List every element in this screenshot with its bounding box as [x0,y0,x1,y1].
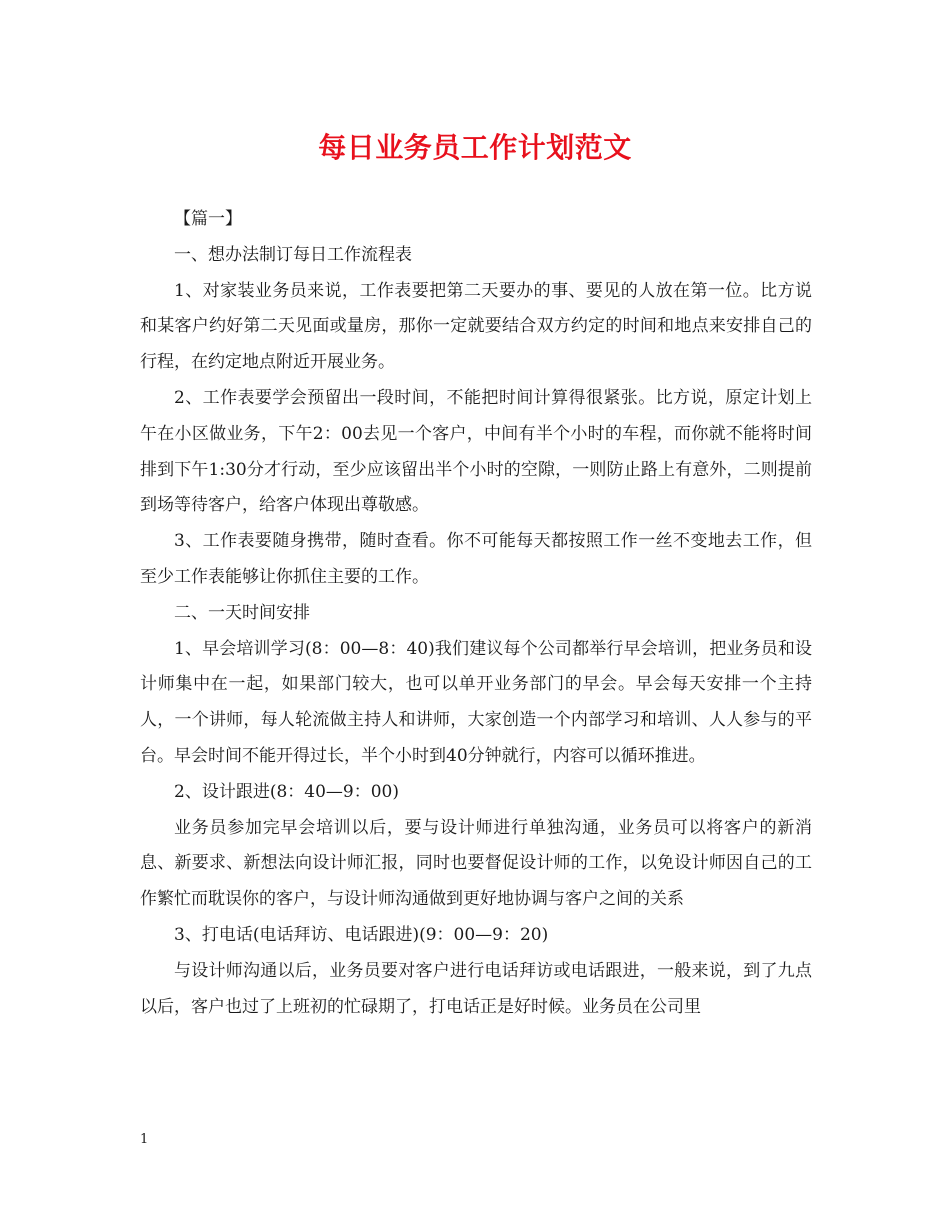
document-body [140,202,812,1025]
paragraph-5: 业务员参加完早会培训以后，要与设计师进行单独沟通，业务员可以将客户的新消息、新要求、新想法向设计师汇报，同时也要督促设计师的工作，以免设计师因自己的工作繁忙而耽误你的客户，与设计师沟通做到更好地协调与客户之间的关系 [140,817,812,910]
paragraph-4: 1、早会培训学习(8：00—8：40)我们建议每个公司都举行早会培训，把业务员和设计师集中在一起，如果部门较大，也可以单开业务部门的早会。早会每天安排一个主持人，一个讲师，每人轮流做主持人和讲师，大家创造一个内部学习和培训、人人参与的平台。早会时间不能开得过长，半个小时到40分钟就行，内容可以循环推进。 [140,638,812,766]
paragraph-1: 1、对家装业务员来说，工作表要把第二天要办的事、要见的人放在第一位。比方说和某客户约好第二天见面或量房，那你一定就要结合双方约定的时间和地点来安排自己的行程，在约定地点附近开展业务。 [140,280,812,373]
section-tag: 【篇一】 [174,209,242,229]
section-heading-2: 二、一天时间安排 [174,602,310,623]
section-heading-1: 一、想办法制订每日工作流程表 [174,244,412,265]
page-number: 1 [140,1132,149,1147]
paragraph-6: 与设计师沟通以后，业务员要对客户进行电话拜访或电话跟进，一般来说，到了九点以后，客户也过了上班初的忙碌期了，打电话正是好时候。业务员在公司里 [140,960,812,1017]
paragraph-3: 3、工作表要随身携带，随时查看。你不可能每天都按照工作一丝不变地去工作，但至少工作表能够让你抓住主要的工作。 [140,531,812,587]
subheading-phone-calls: 3、打电话(电话拜访、电话跟进)(9：00—9：20) [174,924,549,945]
document-title: 每日业务员工作计划范文 [318,131,632,164]
subheading-design-followup: 2、设计跟进(8：40—9：00) [174,781,399,802]
paragraph-2: 2、工作表要学会预留出一段时间，不能把时间计算得很紧张。比方说，原定计划上午在小区做业务，下午2：00去见一个客户，中间有半个小时的车程，而你就不能将时间排到下午1:30分才行动，至少应该留出半个小时的空隙，一则防止路上有意外，二则提前到场等待客户，给客户体现出尊敬感。 [140,387,812,516]
